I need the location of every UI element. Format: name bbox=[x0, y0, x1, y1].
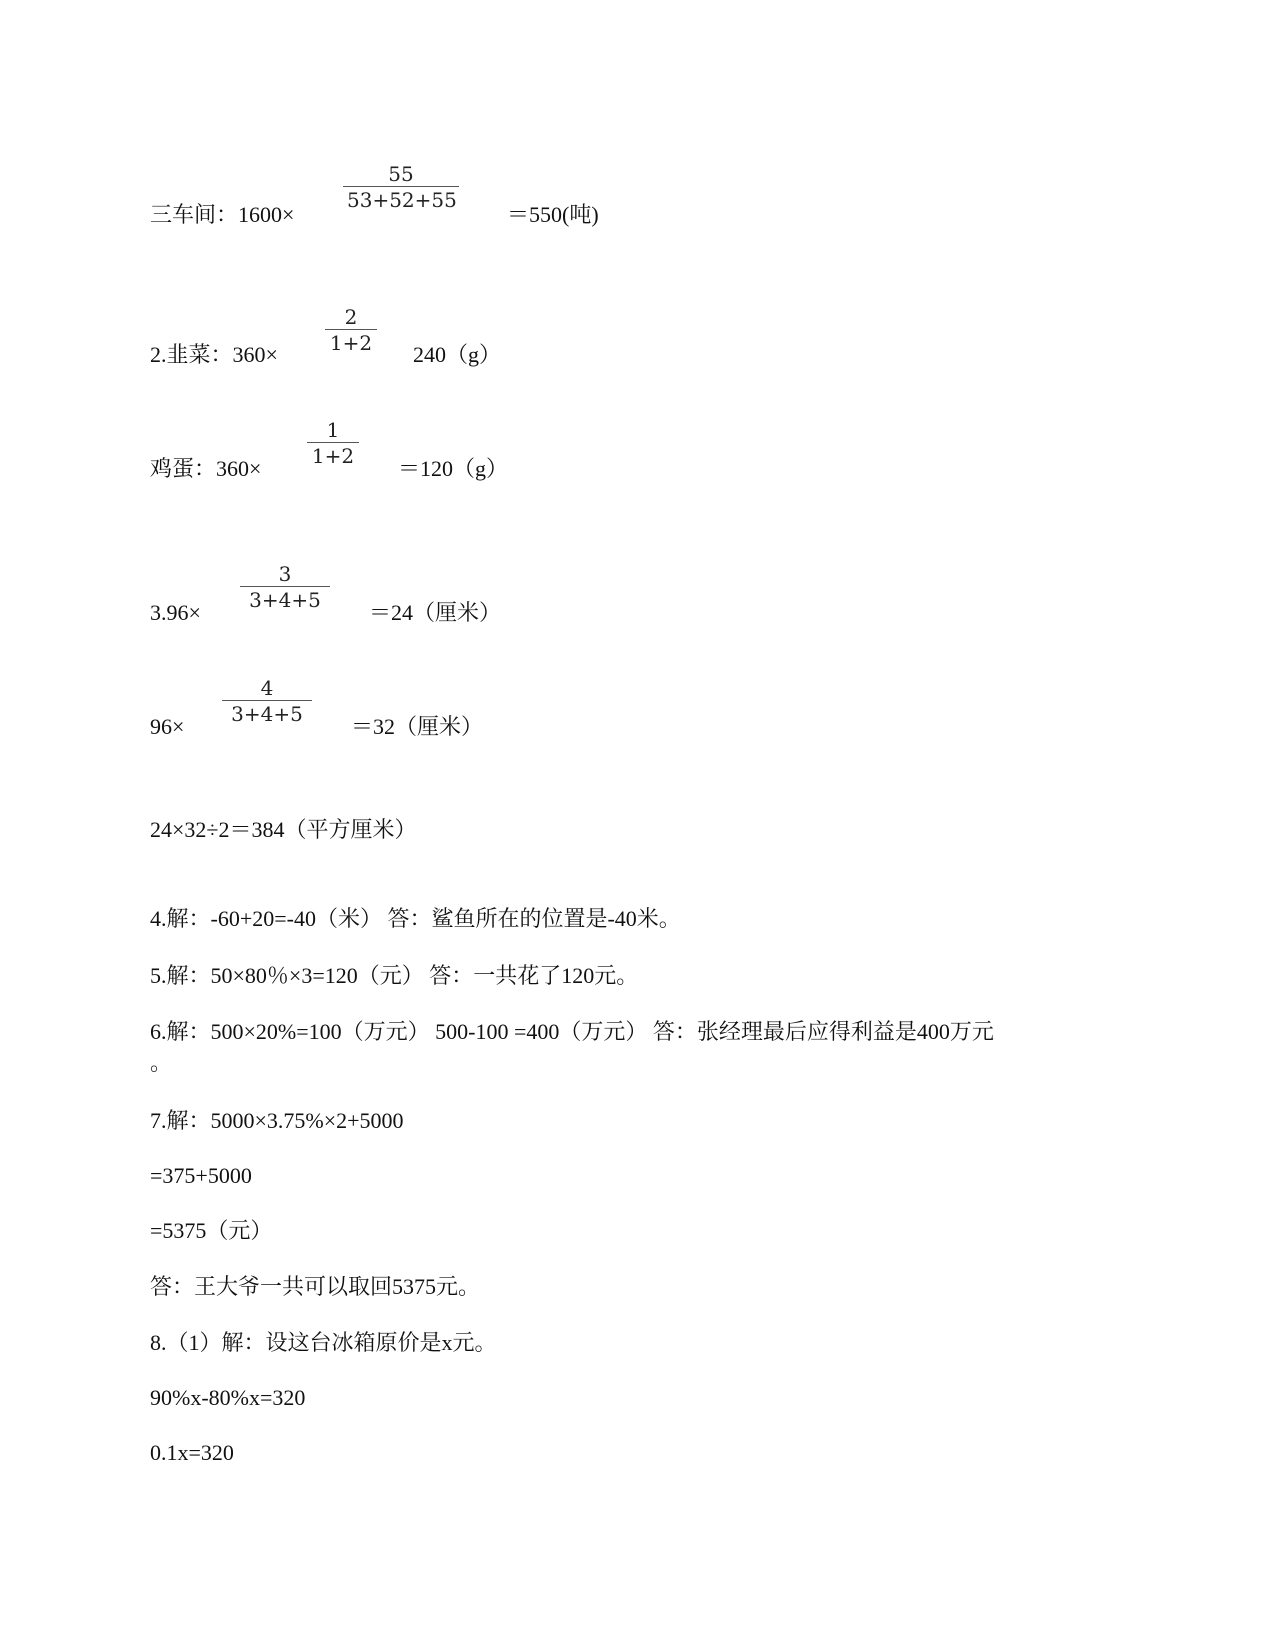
fraction-denominator: 1+2 bbox=[329, 331, 373, 355]
text-line-area: 24×32÷2＝384（平方厘米） bbox=[150, 817, 417, 842]
fraction bbox=[325, 305, 377, 356]
text-line-answer-7-step-3: =5375（元） bbox=[150, 1218, 273, 1243]
fraction-denominator: 53+52+55 bbox=[347, 188, 457, 212]
fraction bbox=[307, 418, 359, 469]
text-line-answer-6-continued: 。 bbox=[150, 1050, 173, 1075]
text-line-answer-7-conclusion: 答：王大爷一共可以取回5375元。 bbox=[150, 1274, 481, 1299]
calc-prefix: 鸡蛋：360× bbox=[150, 456, 262, 481]
calc-prefix: 2.韭菜：360× bbox=[150, 342, 278, 367]
fraction bbox=[343, 162, 459, 213]
calc-prefix: 3.96× bbox=[150, 600, 201, 625]
calc-prefix: 三车间：1600× bbox=[150, 202, 295, 227]
fraction-numerator: 4 bbox=[260, 676, 274, 700]
fraction-denominator: 3+4+5 bbox=[249, 588, 321, 612]
text-line-answer-8-equation: 90%x-80%x=320 bbox=[150, 1385, 306, 1410]
fraction-numerator: 3 bbox=[278, 562, 292, 586]
text-line-answer-7-step-1: 7.解：5000×3.75%×2+5000 bbox=[150, 1108, 404, 1133]
text-line-answer-5: 5.解：50×80％×3=120（元） 答：一共花了120元。 bbox=[150, 963, 639, 988]
text-line-answer-8-setup: 8.（1）解：设这台冰箱原价是x元。 bbox=[150, 1330, 497, 1355]
fraction-numerator: 55 bbox=[388, 162, 414, 186]
calc-result: ＝32（厘米） bbox=[351, 714, 484, 739]
text-line-answer-4: 4.解：-60+20=-40（米） 答：鲨鱼所在的位置是-40米。 bbox=[150, 906, 681, 931]
fraction bbox=[240, 562, 330, 613]
calc-prefix: 96× bbox=[150, 714, 185, 739]
text-line-answer-6: 6.解：500×20%=100（万元） 500-100 =400（万元） 答：张经理最后应得利益是400万元 bbox=[150, 1019, 994, 1044]
fraction-numerator: 1 bbox=[326, 418, 340, 442]
calc-result: ＝24（厘米） bbox=[369, 600, 502, 625]
fraction-numerator: 2 bbox=[344, 305, 358, 329]
calc-result: 240（g） bbox=[413, 342, 502, 367]
calc-result: ＝550(吨) bbox=[507, 202, 599, 227]
text-line-answer-7-step-2: =375+5000 bbox=[150, 1163, 252, 1188]
text-line-answer-8-simplify: 0.1x=320 bbox=[150, 1440, 234, 1465]
fraction bbox=[222, 676, 312, 727]
calc-result: ＝120（g） bbox=[398, 456, 509, 481]
fraction-denominator: 1+2 bbox=[311, 444, 355, 468]
fraction-denominator: 3+4+5 bbox=[231, 702, 303, 726]
